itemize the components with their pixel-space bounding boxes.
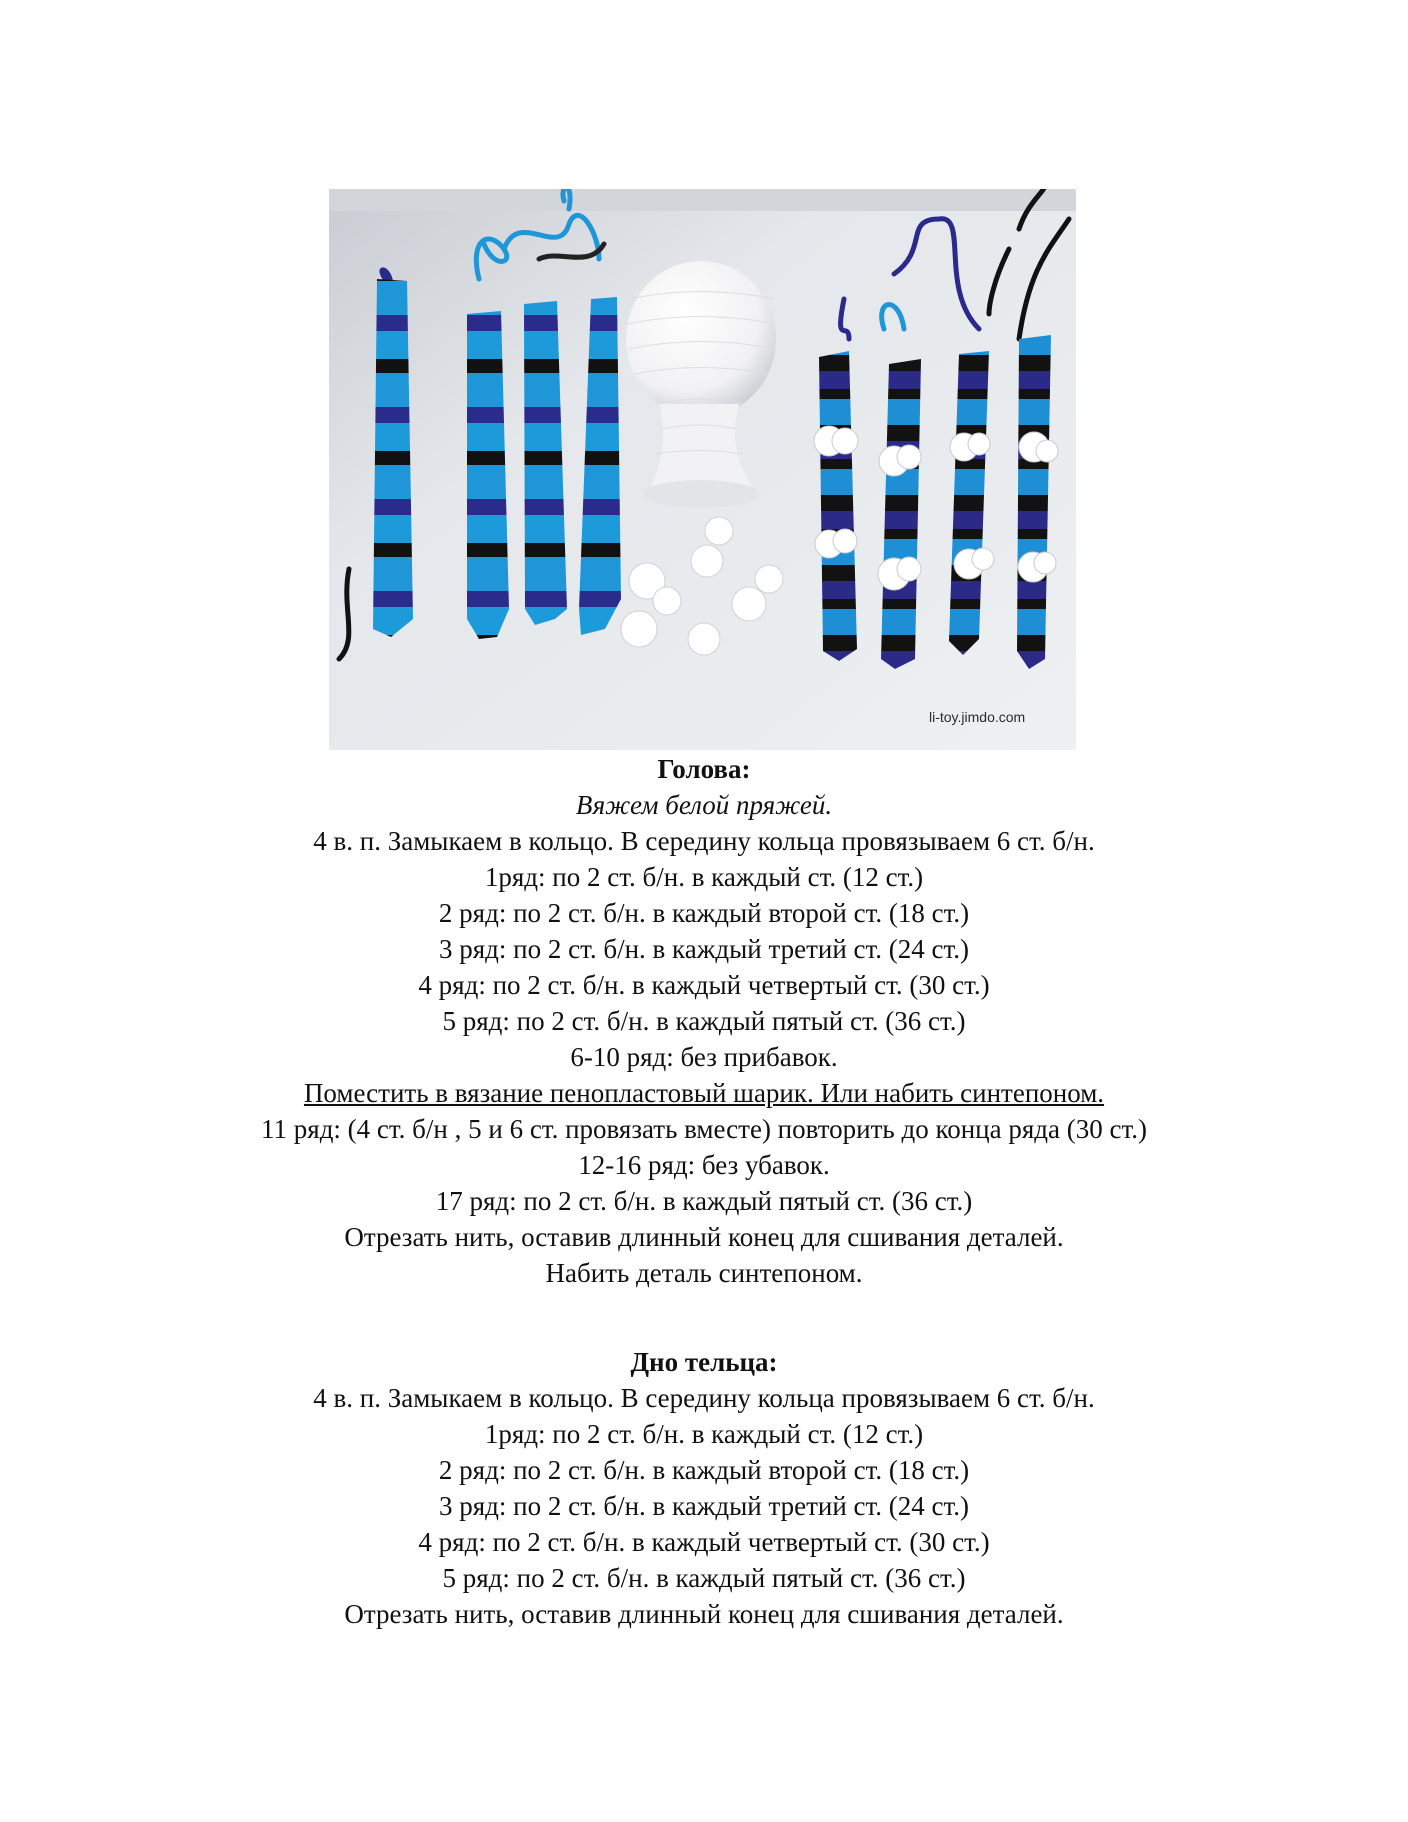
bottom-line: 4 ряд: по 2 ст. б/н. в каждый четвертый ст. (30 ст.) [418, 1527, 990, 1557]
crochet-parts-photo [329, 189, 1076, 750]
head-line: Набить деталь синтепоном. [545, 1258, 863, 1288]
photo-watermark: li-toy.jimdo.com [929, 709, 1026, 725]
head-section [0, 751, 1408, 1291]
head-line: 11 ряд: (4 ст. б/н , 5 и 6 ст. провязать вместе) повторить до конца ряда (30 ст.) [261, 1114, 1147, 1144]
head-line: 4 в. п. Замыкаем в кольцо. В середину кольца провязываем 6 ст. б/н. [313, 826, 1095, 856]
head-subtitle: Вяжем белой пряжей. [575, 790, 833, 820]
bottom-section [0, 1344, 1408, 1632]
bottom-line: 3 ряд: по 2 ст. б/н. в каждый третий ст. (24 ст.) [438, 1491, 970, 1521]
head-note: Поместить в вязание пенопластовый шарик. Или набить синтепоном. [303, 1078, 1105, 1108]
head-line: 17 ряд: по 2 ст. б/н. в каждый пятый ст. (36 ст.) [435, 1186, 973, 1216]
bottom-line: 2 ряд: по 2 ст. б/н. в каждый второй ст. (18 ст.) [438, 1455, 970, 1485]
head-title: Голова: [657, 754, 751, 784]
head-line: 5 ряд: по 2 ст. б/н. в каждый пятый ст. (36 ст.) [442, 1006, 966, 1036]
head-line: 3 ряд: по 2 ст. б/н. в каждый третий ст. (24 ст.) [438, 934, 970, 964]
head-line: Отрезать нить, оставив длинный конец для сшивания деталей. [344, 1222, 1064, 1252]
head-line: 6-10 ряд: без прибавок. [570, 1042, 838, 1072]
bottom-line: Отрезать нить, оставив длинный конец для сшивания деталей. [344, 1599, 1064, 1629]
head-line: 1ряд: по 2 ст. б/н. в каждый ст. (12 ст.) [484, 862, 924, 892]
bottom-line: 4 в. п. Замыкаем в кольцо. В середину кольца провязываем 6 ст. б/н. [313, 1383, 1095, 1413]
head-line: 4 ряд: по 2 ст. б/н. в каждый четвертый ст. (30 ст.) [418, 970, 990, 1000]
bottom-title: Дно тельца: [630, 1347, 778, 1377]
head-line: 12-16 ряд: без убавок. [578, 1150, 830, 1180]
bottom-line: 5 ряд: по 2 ст. б/н. в каждый пятый ст. (36 ст.) [442, 1563, 966, 1593]
bottom-line: 1ряд: по 2 ст. б/н. в каждый ст. (12 ст.) [484, 1419, 924, 1449]
head-line: 2 ряд: по 2 ст. б/н. в каждый второй ст. (18 ст.) [438, 898, 970, 928]
